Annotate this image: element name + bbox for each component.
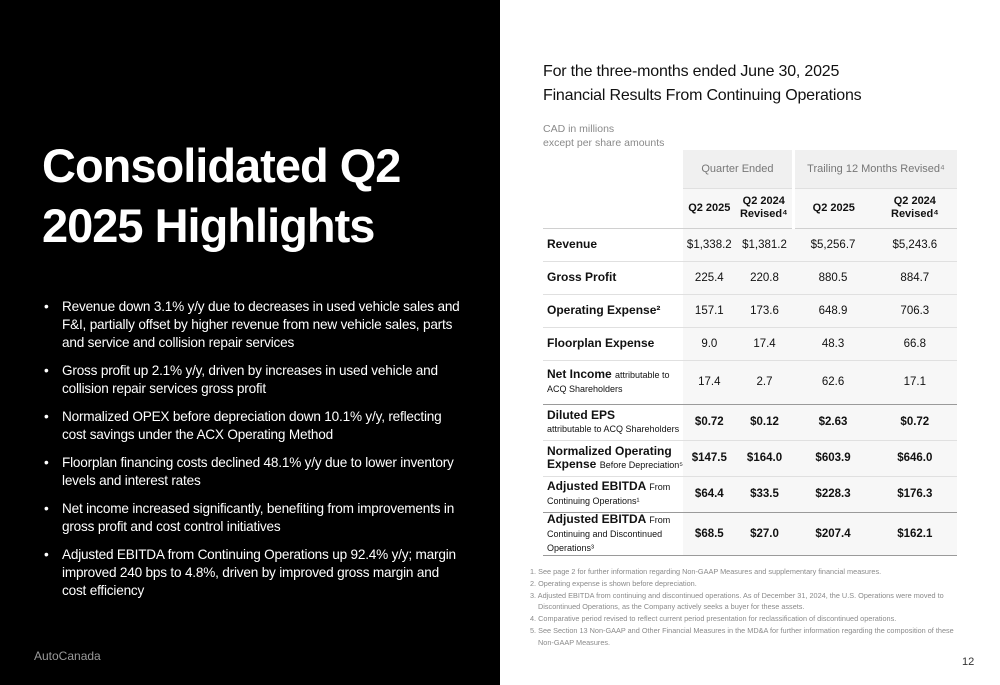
bullet-dot-icon: • (44, 409, 49, 424)
bullet-dot-icon: • (44, 547, 49, 562)
right-panel (500, 0, 1000, 685)
bullet-item: • Floorplan financing costs declined 48.1% y/y due to lower inventory levels and interest rates (44, 455, 454, 488)
row-label: Gross Profit (543, 261, 683, 294)
col-q2-2024-revised: Q2 2024 Revised⁴ (736, 188, 794, 228)
table-row: Net Income attributable to ACQ Shareholders 17.4 2.7 62.6 17.1 (543, 360, 957, 404)
col-q2-2025: Q2 2025 (683, 188, 736, 228)
table-row: Floorplan Expense 9.0 17.4 48.3 66.8 (543, 327, 957, 360)
table-row: Adjusted EBITDA From Continuing and Discontinued Operations³ $68.5 $27.0 $207.4 $162.1 (543, 512, 957, 555)
footnote-item: 3. Adjusted EBITDA from continuing and discontinued operations. As of December 31, 2024, the U.S. Operations were moved to Discontinued Operations, as the Company actively seeks a buyer for these assets. (530, 590, 944, 612)
bullet-item: • Adjusted EBITDA from Continuing Operations up 92.4% y/y; margin improved 240 bps to 4.8%, driven by improved gross margin and cost efficiency (44, 547, 456, 598)
bullet-item: • Revenue down 3.1% y/y due to decreases in used vehicle sales and F&I, partially offset by higher revenue from new vehicle sales, parts and service and collision repair services (44, 299, 460, 350)
units-note: CAD in millions except per share amounts (543, 123, 665, 149)
row-label: Revenue (543, 228, 683, 261)
column-header-row (543, 188, 957, 228)
bullet-dot-icon: • (44, 299, 49, 314)
row-label: Floorplan Expense (543, 327, 683, 360)
group-trailing-12-months: Trailing 12 Months Revised⁴ (793, 150, 957, 188)
brand-name: AutoCanada (34, 649, 101, 663)
bullet-dot-icon: • (44, 501, 49, 516)
row-label: Net Income attributable to ACQ Shareholders (543, 360, 683, 404)
table-row: Gross Profit 225.4 220.8 880.5 884.7 (543, 261, 957, 294)
highlights-list (44, 298, 464, 610)
table-row: Diluted EPS attributable to ACQ Shareholders $0.72 $0.12 $2.63 $0.72 (543, 404, 957, 440)
table-row: Operating Expense² 157.1 173.6 648.9 706.3 (543, 294, 957, 327)
col-ttm-q2-2025: Q2 2025 (793, 188, 872, 228)
row-label: Normalized Operating Expense Before Depreciation⁵ (543, 440, 683, 476)
footnote-item: 5. See Section 13 Non-GAAP and Other Financial Measures in the MD&A for further information regarding the composition of these Non-GAAP Measures. (530, 625, 954, 647)
financial-results-table (543, 150, 957, 556)
bullet-item: • Gross profit up 2.1% y/y, driven by increases in used vehicle and collision repair services gross profit (44, 363, 438, 396)
footnote-item: 4. Comparative period revised to reflect current period presentation for reclassification of discontinued operations. (530, 614, 897, 624)
page-number: 12 (962, 656, 975, 668)
row-label: Operating Expense² (543, 294, 683, 327)
table-row: Adjusted EBITDA From Continuing Operations¹ $64.4 $33.5 $228.3 $176.3 (543, 476, 957, 512)
footnote-item: 2. Operating expense is shown before depreciation. (530, 578, 697, 588)
row-label: Adjusted EBITDA From Continuing Operations¹ (543, 476, 683, 512)
bullet-dot-icon: • (44, 455, 49, 470)
group-header-row (543, 150, 957, 188)
table-row: Revenue $1,338.2 $1,381.2 $5,256.7 $5,243.6 (543, 228, 957, 261)
col-ttm-q2-2024-revised: Q2 2024 Revised⁴ (873, 188, 957, 228)
table-row: Normalized Operating Expense Before Depreciation⁵ $147.5 $164.0 $603.9 $646.0 (543, 440, 957, 476)
slide-title: Consolidated Q2 2025 Highlights (42, 139, 401, 252)
bullet-item: • Net income increased significantly, benefiting from improvements in gross profit and cost control initiatives (44, 501, 455, 534)
footnote-item: 1. See page 2 for further information regarding Non-GAAP Measures and supplementary financial measures. (530, 567, 882, 576)
table-heading: For the three-months ended June 30, 2025 Financial Results From Continuing Operations (543, 63, 862, 104)
footnotes (530, 566, 960, 649)
bullet-item: • Normalized OPEX before depreciation down 10.1% y/y, reflecting cost savings under the ACX Operating Method (44, 409, 442, 442)
row-label: Diluted EPS attributable to ACQ Shareholders (543, 404, 683, 440)
row-label: Adjusted EBITDA From Continuing and Discontinued Operations³ (543, 512, 683, 555)
group-quarter-ended: Quarter Ended (683, 150, 793, 188)
bullet-dot-icon: • (44, 363, 49, 378)
